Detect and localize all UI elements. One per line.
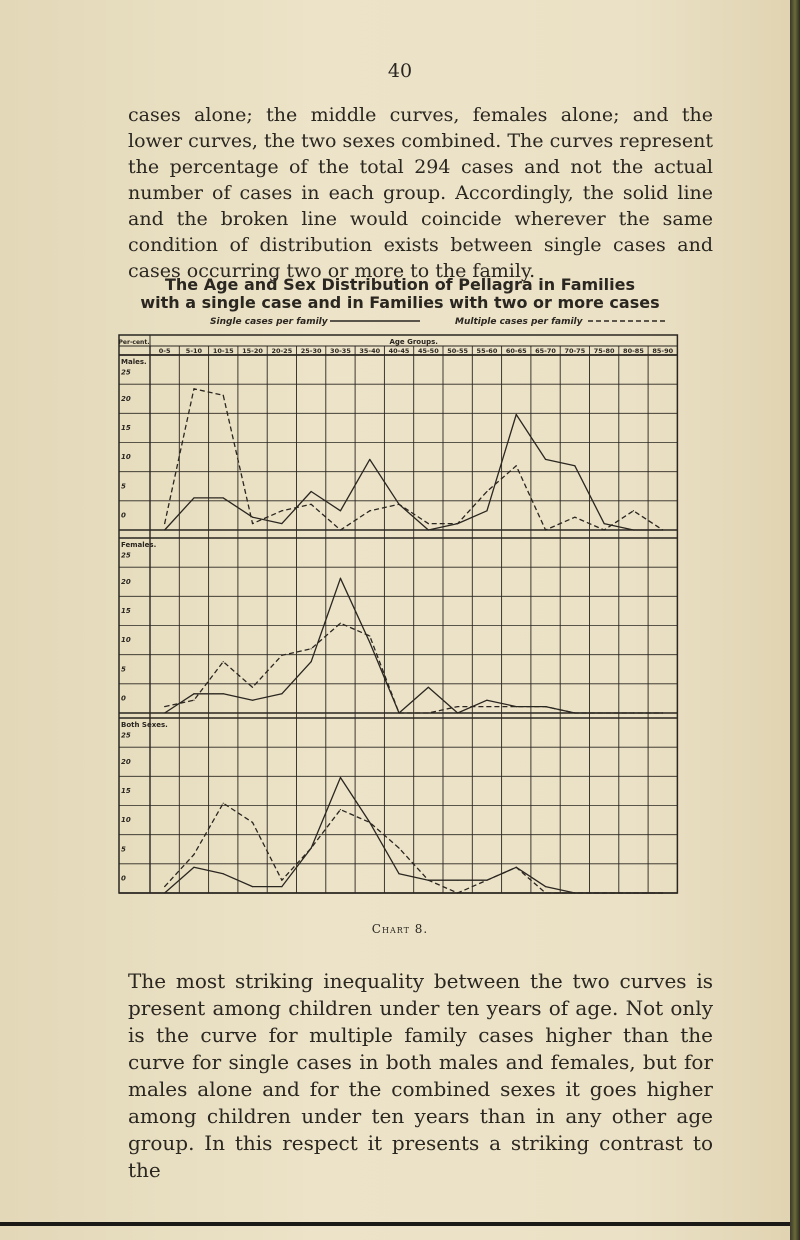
page-number: 40 — [387, 60, 413, 82]
panel-label: Both Sexes. — [121, 721, 168, 729]
data-point — [164, 706, 165, 707]
data-point — [457, 892, 458, 893]
data-point — [516, 414, 517, 415]
data-point — [223, 497, 224, 498]
chart-panels — [119, 355, 677, 894]
age-group-label: 45-50 — [417, 347, 439, 355]
data-point — [428, 880, 429, 881]
age-group-label: 20-25 — [271, 347, 293, 355]
data-point — [193, 867, 194, 868]
data-point — [193, 388, 194, 389]
data-point — [516, 465, 517, 466]
data-point — [428, 687, 429, 688]
data-point — [311, 847, 312, 848]
data-point — [545, 886, 546, 887]
data-point — [369, 635, 370, 636]
y-tick-label: 20 — [121, 394, 131, 403]
y-tick-label: 20 — [121, 757, 131, 766]
y-tick-label: 15 — [121, 786, 131, 795]
data-point — [369, 642, 370, 643]
panel-label: Males. — [121, 358, 147, 366]
data-point — [633, 510, 634, 511]
data-point — [193, 497, 194, 498]
data-point — [164, 892, 165, 893]
age-group-label: 15-20 — [242, 347, 263, 355]
data-point — [633, 712, 634, 713]
data-point — [311, 504, 312, 505]
chart-title-line1: The Age and Sex Distribution of Pellagra in Families — [164, 275, 635, 294]
chart-title-line2: with a single case and in Families with two or more cases — [140, 293, 660, 312]
bottom-rule — [0, 1222, 790, 1226]
data-point — [457, 523, 458, 524]
data-point — [516, 706, 517, 707]
age-group-label: 25-30 — [300, 347, 322, 355]
data-point — [398, 847, 399, 848]
data-point — [398, 504, 399, 505]
data-point — [516, 867, 517, 868]
data-point — [604, 712, 605, 713]
age-group-label: 10-15 — [212, 347, 234, 355]
legend-label-single: Single cases per family — [210, 317, 328, 327]
age-group-label: 35-40 — [359, 347, 381, 355]
data-point — [252, 886, 253, 887]
panel-label: Females. — [121, 541, 157, 549]
y-tick-label: 25 — [121, 731, 131, 740]
data-point — [193, 693, 194, 694]
data-point — [252, 700, 253, 701]
data-point — [428, 523, 429, 524]
y-tick-label: 5 — [121, 845, 126, 854]
age-group-label: 85-90 — [652, 347, 674, 355]
data-point — [164, 712, 165, 713]
data-point — [369, 822, 370, 823]
data-point — [164, 886, 165, 887]
data-point — [398, 712, 399, 713]
data-point — [223, 803, 224, 804]
chart-header — [119, 335, 678, 893]
age-group-label: 50-55 — [447, 347, 469, 355]
age-group-label: 65-70 — [535, 347, 556, 355]
data-point — [457, 880, 458, 881]
data-point — [486, 700, 487, 701]
data-point — [340, 510, 341, 511]
data-point — [340, 777, 341, 778]
data-point — [252, 687, 253, 688]
data-point — [164, 529, 165, 530]
data-point — [574, 892, 575, 893]
data-point — [281, 655, 282, 656]
legend-label-multiple: Multiple cases per family — [455, 317, 583, 327]
header-percent-label: Per-cent. — [118, 339, 150, 346]
data-point — [340, 623, 341, 624]
age-group-label: 0-5 — [158, 347, 171, 355]
data-point — [604, 523, 605, 524]
data-point — [486, 491, 487, 492]
data-point — [457, 712, 458, 713]
data-point — [223, 693, 224, 694]
data-point — [574, 517, 575, 518]
data-point — [252, 523, 253, 524]
y-tick-label: 20 — [121, 577, 131, 586]
y-tick-label: 10 — [121, 453, 131, 462]
y-tick-label: 5 — [121, 665, 126, 674]
data-point — [662, 529, 663, 530]
data-point — [311, 661, 312, 662]
data-point — [633, 892, 634, 893]
age-group-label: 5-10 — [185, 347, 203, 355]
data-point — [369, 459, 370, 460]
data-point — [193, 700, 194, 701]
data-point — [574, 465, 575, 466]
header-age-groups: Age Groups. — [389, 338, 438, 346]
chart-caption: Chart 8. — [371, 922, 429, 936]
y-tick-label: 15 — [121, 423, 131, 432]
data-point — [223, 395, 224, 396]
data-point — [398, 873, 399, 874]
y-tick-label: 0 — [121, 511, 126, 520]
age-group-label: 75-80 — [593, 347, 615, 355]
data-point — [252, 822, 253, 823]
age-group-label: 70-75 — [564, 347, 586, 355]
data-point — [340, 809, 341, 810]
data-point — [662, 892, 663, 893]
data-point — [311, 648, 312, 649]
data-point — [281, 880, 282, 881]
paragraph-top: cases alone; the middle curves, females alone; and the lower curves, the two sexes combined. The curves represent the percentage of the total 294 cases and not the actual number of cases in each group. Accordingly, the solid line and the broken line would coincide wherever the same condition of distribution exists between single cases and cases occurring two or more to the family. — [128, 104, 713, 282]
data-point — [252, 517, 253, 518]
data-point — [545, 529, 546, 530]
age-group-label: 55-60 — [476, 347, 498, 355]
data-point — [311, 491, 312, 492]
data-point — [604, 529, 605, 530]
y-tick-label: 15 — [121, 606, 131, 615]
chart-grid — [150, 346, 677, 893]
data-point — [604, 892, 605, 893]
data-point — [486, 880, 487, 881]
data-point — [223, 661, 224, 662]
data-point — [340, 578, 341, 579]
data-point — [545, 892, 546, 893]
data-point — [281, 693, 282, 694]
chart-panel — [119, 538, 677, 714]
y-tick-label: 0 — [121, 874, 126, 883]
data-point — [457, 706, 458, 707]
data-point — [486, 706, 487, 707]
data-point — [428, 712, 429, 713]
data-point — [574, 712, 575, 713]
data-point — [193, 854, 194, 855]
age-group-label: 40-45 — [388, 347, 410, 355]
chart-panel — [119, 355, 677, 531]
age-group-label: 80-85 — [623, 347, 644, 355]
data-point — [486, 510, 487, 511]
y-tick-label: 25 — [121, 551, 131, 560]
chart-frame — [119, 335, 677, 893]
data-point — [545, 706, 546, 707]
data-point — [340, 529, 341, 530]
data-point — [428, 529, 429, 530]
data-point — [545, 459, 546, 460]
paragraph-bottom: The most striking inequality between the two curves is present among children under ten years of age. Not only is the curve for multiple family cases higher than the curve for single cases in both males and females, but for males alone and for the combined sexes it goes higher among children under ten years than in any other age group. In this respect it presents a striking contrast to the — [128, 969, 713, 1182]
age-group-label: 30-35 — [330, 347, 351, 355]
y-tick-label: 25 — [121, 368, 131, 377]
data-point — [662, 712, 663, 713]
data-point — [633, 529, 634, 530]
data-point — [281, 886, 282, 887]
data-point — [281, 523, 282, 524]
data-point — [369, 510, 370, 511]
data-point — [223, 873, 224, 874]
y-tick-label: 10 — [121, 816, 131, 825]
chart-legend — [210, 317, 665, 327]
data-point — [281, 510, 282, 511]
chart-panel — [119, 718, 677, 894]
data-point — [164, 523, 165, 524]
y-tick-label: 10 — [121, 636, 131, 645]
y-tick-label: 5 — [121, 482, 126, 491]
age-group-label: 60-65 — [505, 347, 527, 355]
y-tick-label: 0 — [121, 694, 126, 703]
